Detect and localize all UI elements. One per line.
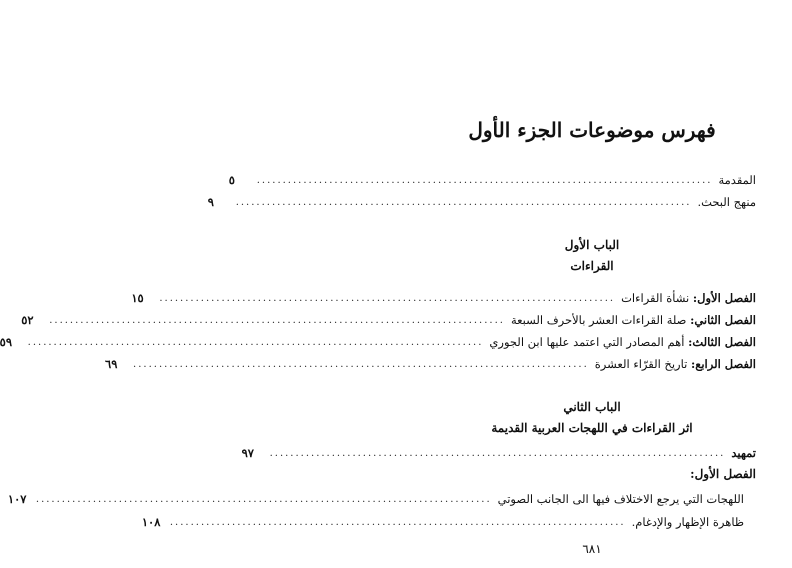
toc-entry-page: ٥ xyxy=(228,173,235,187)
leader-dots: ........................................................................................ xyxy=(49,314,505,326)
toc-entry-chapter xyxy=(21,311,756,329)
page-title: فهرس موضوعات الجزء الأول xyxy=(468,118,716,142)
leader-dots: ........................................................................................ xyxy=(27,336,484,348)
chapter-heading: الفصل الأول: xyxy=(690,467,756,481)
leader-dots: ........................................................................................ xyxy=(256,174,713,186)
chapter-title: نشأة القراءات xyxy=(621,291,693,305)
toc-entry-section xyxy=(141,513,756,531)
toc-entry-label: المقدمة xyxy=(718,173,756,187)
leader-dots: ........................................................................................ xyxy=(269,447,726,459)
part-heading: الباب الثاني xyxy=(563,400,621,414)
toc-entry-chapter xyxy=(105,355,756,373)
chapter-title: صلة القراءات العشر بالأحرف السبعة xyxy=(510,313,691,327)
toc-entry-label xyxy=(511,313,756,327)
toc-entry-introduction xyxy=(228,171,756,189)
chapter-number: الفصل الثاني: xyxy=(690,313,756,327)
toc-entry-preface xyxy=(241,444,756,462)
toc-entry-page: ٩٧ xyxy=(241,446,254,460)
leader-dots: ........................................................................................ xyxy=(159,292,616,304)
toc-entry-label: اللهجات التي يرجع الاختلاف فيها الى الجانب الصوتي xyxy=(497,492,744,506)
part-subheading: اثر القراءات في اللهجات العربية القديمة xyxy=(491,421,693,435)
part-subheading: القراءات xyxy=(570,259,614,273)
toc-entry-label: ظاهرة الإظهار والإدغام. xyxy=(631,515,744,529)
toc-entry-label xyxy=(489,335,756,349)
toc-entry-label xyxy=(595,357,756,371)
chapter-title: تاريخ القرّاء العشرة xyxy=(594,357,691,371)
toc-entry-methodology xyxy=(207,193,756,211)
part-heading: الباب الأول xyxy=(564,238,620,252)
chapter-number: الفصل الأول: xyxy=(692,291,756,305)
chapter-number: الفصل الثالث: xyxy=(688,335,756,349)
leader-dots: ........................................................................................ xyxy=(133,358,589,370)
toc-entry-page: ٥٢ xyxy=(21,313,34,327)
leader-dots: ........................................................................................ xyxy=(35,493,492,505)
leader-dots: ........................................................................................ xyxy=(235,196,692,208)
toc-entry-page: ١٠٨ xyxy=(141,515,161,529)
toc-entry-page: ١٠٧ xyxy=(7,492,27,506)
toc-entry-label: تمهيد xyxy=(731,446,756,460)
chapter-number: الفصل الرابع: xyxy=(690,357,756,371)
toc-entry-label xyxy=(621,291,756,305)
toc-entry-page: ٦٩ xyxy=(105,357,118,371)
toc-entry-chapter xyxy=(0,333,756,351)
toc-entry-page: ٩ xyxy=(207,195,214,209)
toc-entry-page: ١٥ xyxy=(131,291,144,305)
toc-entry-label: منهج البحث. xyxy=(697,195,756,209)
toc-entry-chapter xyxy=(131,289,756,307)
leader-dots: ........................................................................................ xyxy=(169,516,626,528)
page-number: ٦٨١ xyxy=(582,542,602,556)
chapter-title: أهم المصادر التي اعتمد عليها ابن الجوري xyxy=(489,335,689,349)
toc-entry-page: ٥٩ xyxy=(0,335,13,349)
toc-entry-section xyxy=(7,490,756,508)
